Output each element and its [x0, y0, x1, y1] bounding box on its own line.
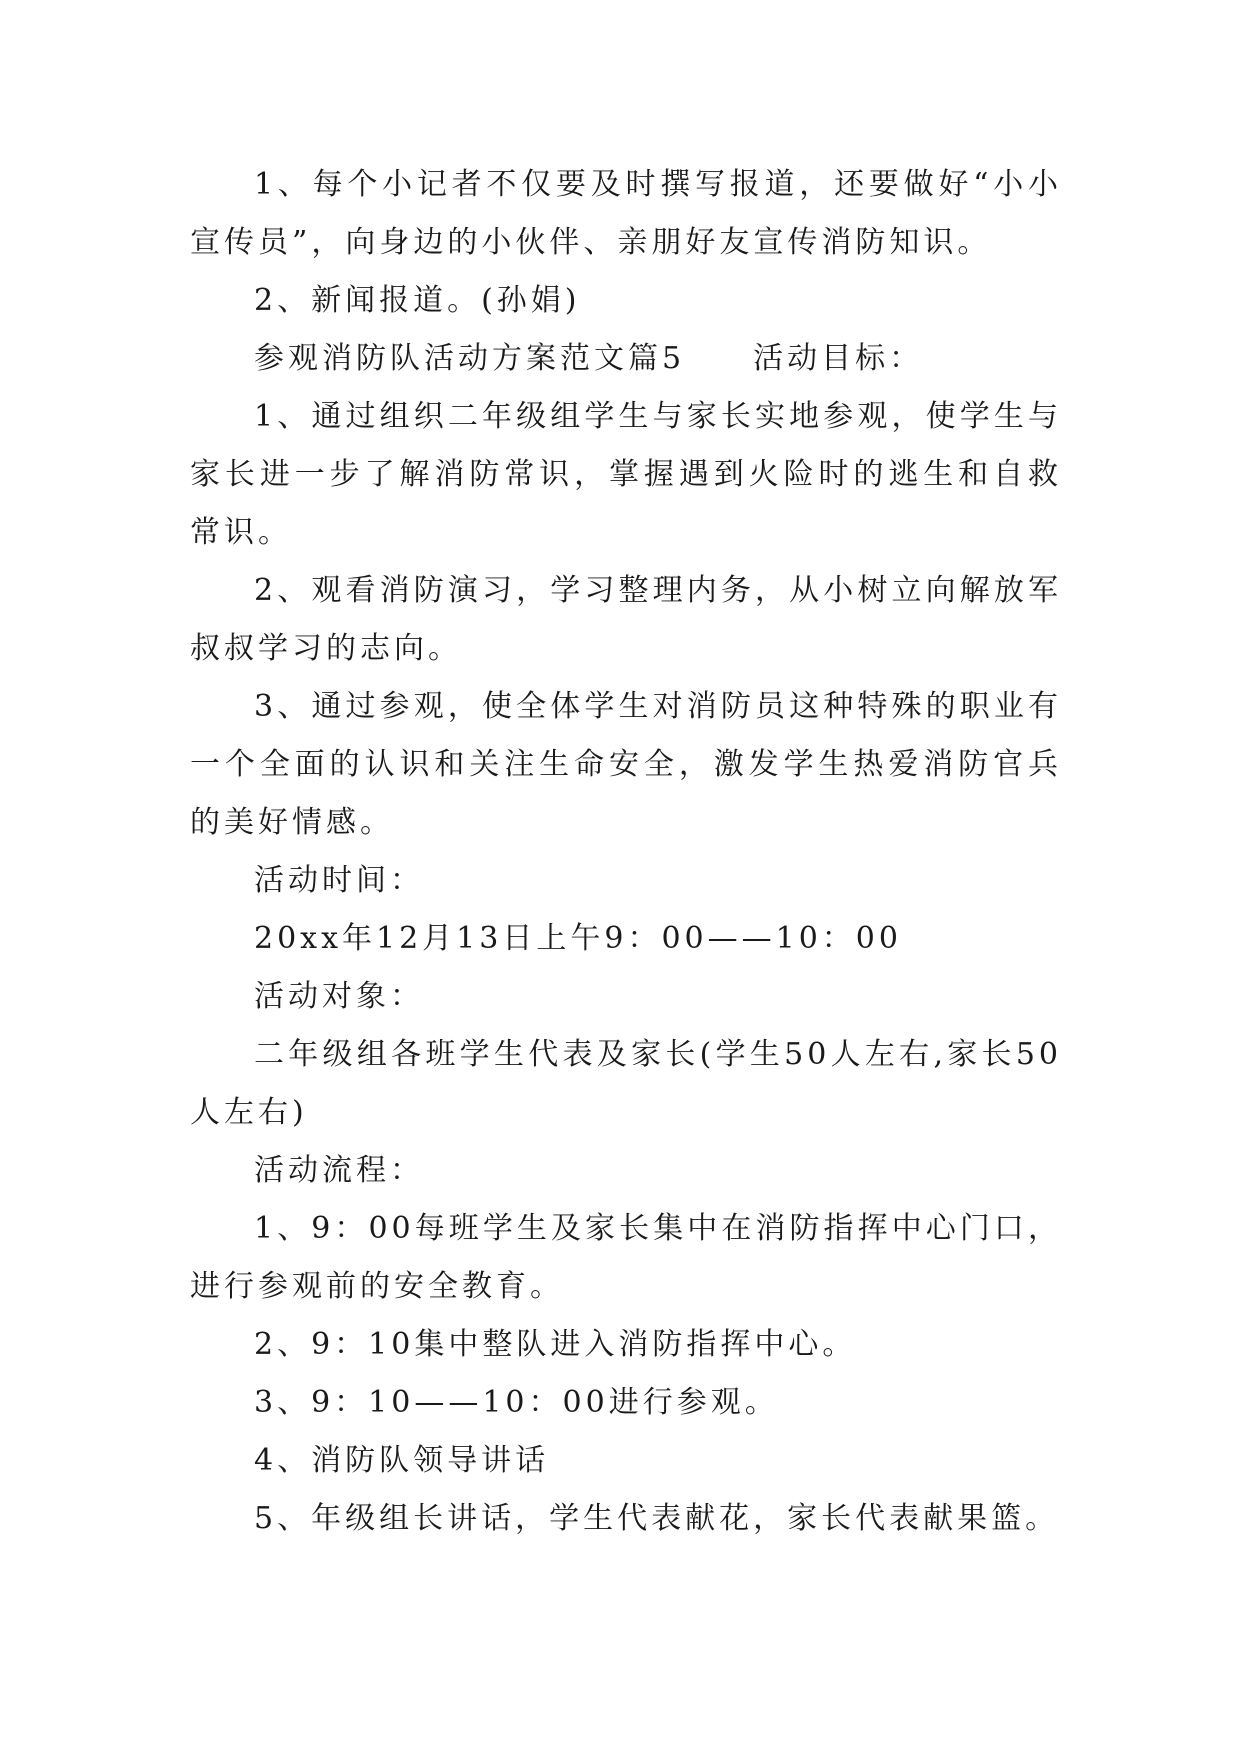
- document-body: [190, 156, 1062, 1548]
- paragraph-process-5: 5、年级组长讲话，学生代表献花，家长代表献果篮。: [254, 1501, 1060, 1536]
- paragraph-process-2: 2、9：10集中整队进入消防指挥中心。: [254, 1327, 857, 1362]
- paragraph-goal-2: 2、观看消防演习，学习整理内务，从小树立向解放军叔叔学习的志向。: [190, 573, 1062, 666]
- heading-activity-process: 活动流程：: [254, 1153, 424, 1188]
- paragraph-news-report: 2、新闻报道。(孙娟): [254, 283, 581, 318]
- paragraph-goal-1: 1、通过组织二年级组学生与家长实地参观，使学生与家长进一步了解消防常识，掌握遇到火险时的逃生和自救常识。: [190, 399, 1062, 550]
- paragraph-process-1: 1、9：00每班学生及家长集中在消防指挥中心门口，进行参观前的安全教育。: [190, 1211, 1062, 1304]
- paragraph-process-3: 3、9：10——10：00进行参观。: [254, 1385, 779, 1420]
- paragraph-goal-3: 3、通过参观，使全体学生对消防员这种特殊的职业有一个全面的认识和关注生命安全，激发学生热爱消防官兵的美好情感。: [190, 689, 1062, 840]
- heading-activity-time: 活动时间：: [254, 863, 424, 898]
- paragraph-process-4: 4、消防队领导讲话: [254, 1443, 550, 1478]
- heading-activity-target: 活动对象：: [254, 979, 424, 1014]
- paragraph-section-title: 参观消防队活动方案范文篇5 活动目标：: [254, 341, 924, 376]
- paragraph-reporter-duty: 1、每个小记者不仅要及时撰写报道，还要做好“小小宣传员”，向身边的小伙伴、亲朋好友宣传消防知识。: [190, 167, 1062, 260]
- paragraph-activity-target: 二年级组各班学生代表及家长(学生50人左右,家长50人左右): [190, 1037, 1062, 1130]
- paragraph-activity-time: 20xx年12月13日上午9：00——10：00: [254, 921, 902, 956]
